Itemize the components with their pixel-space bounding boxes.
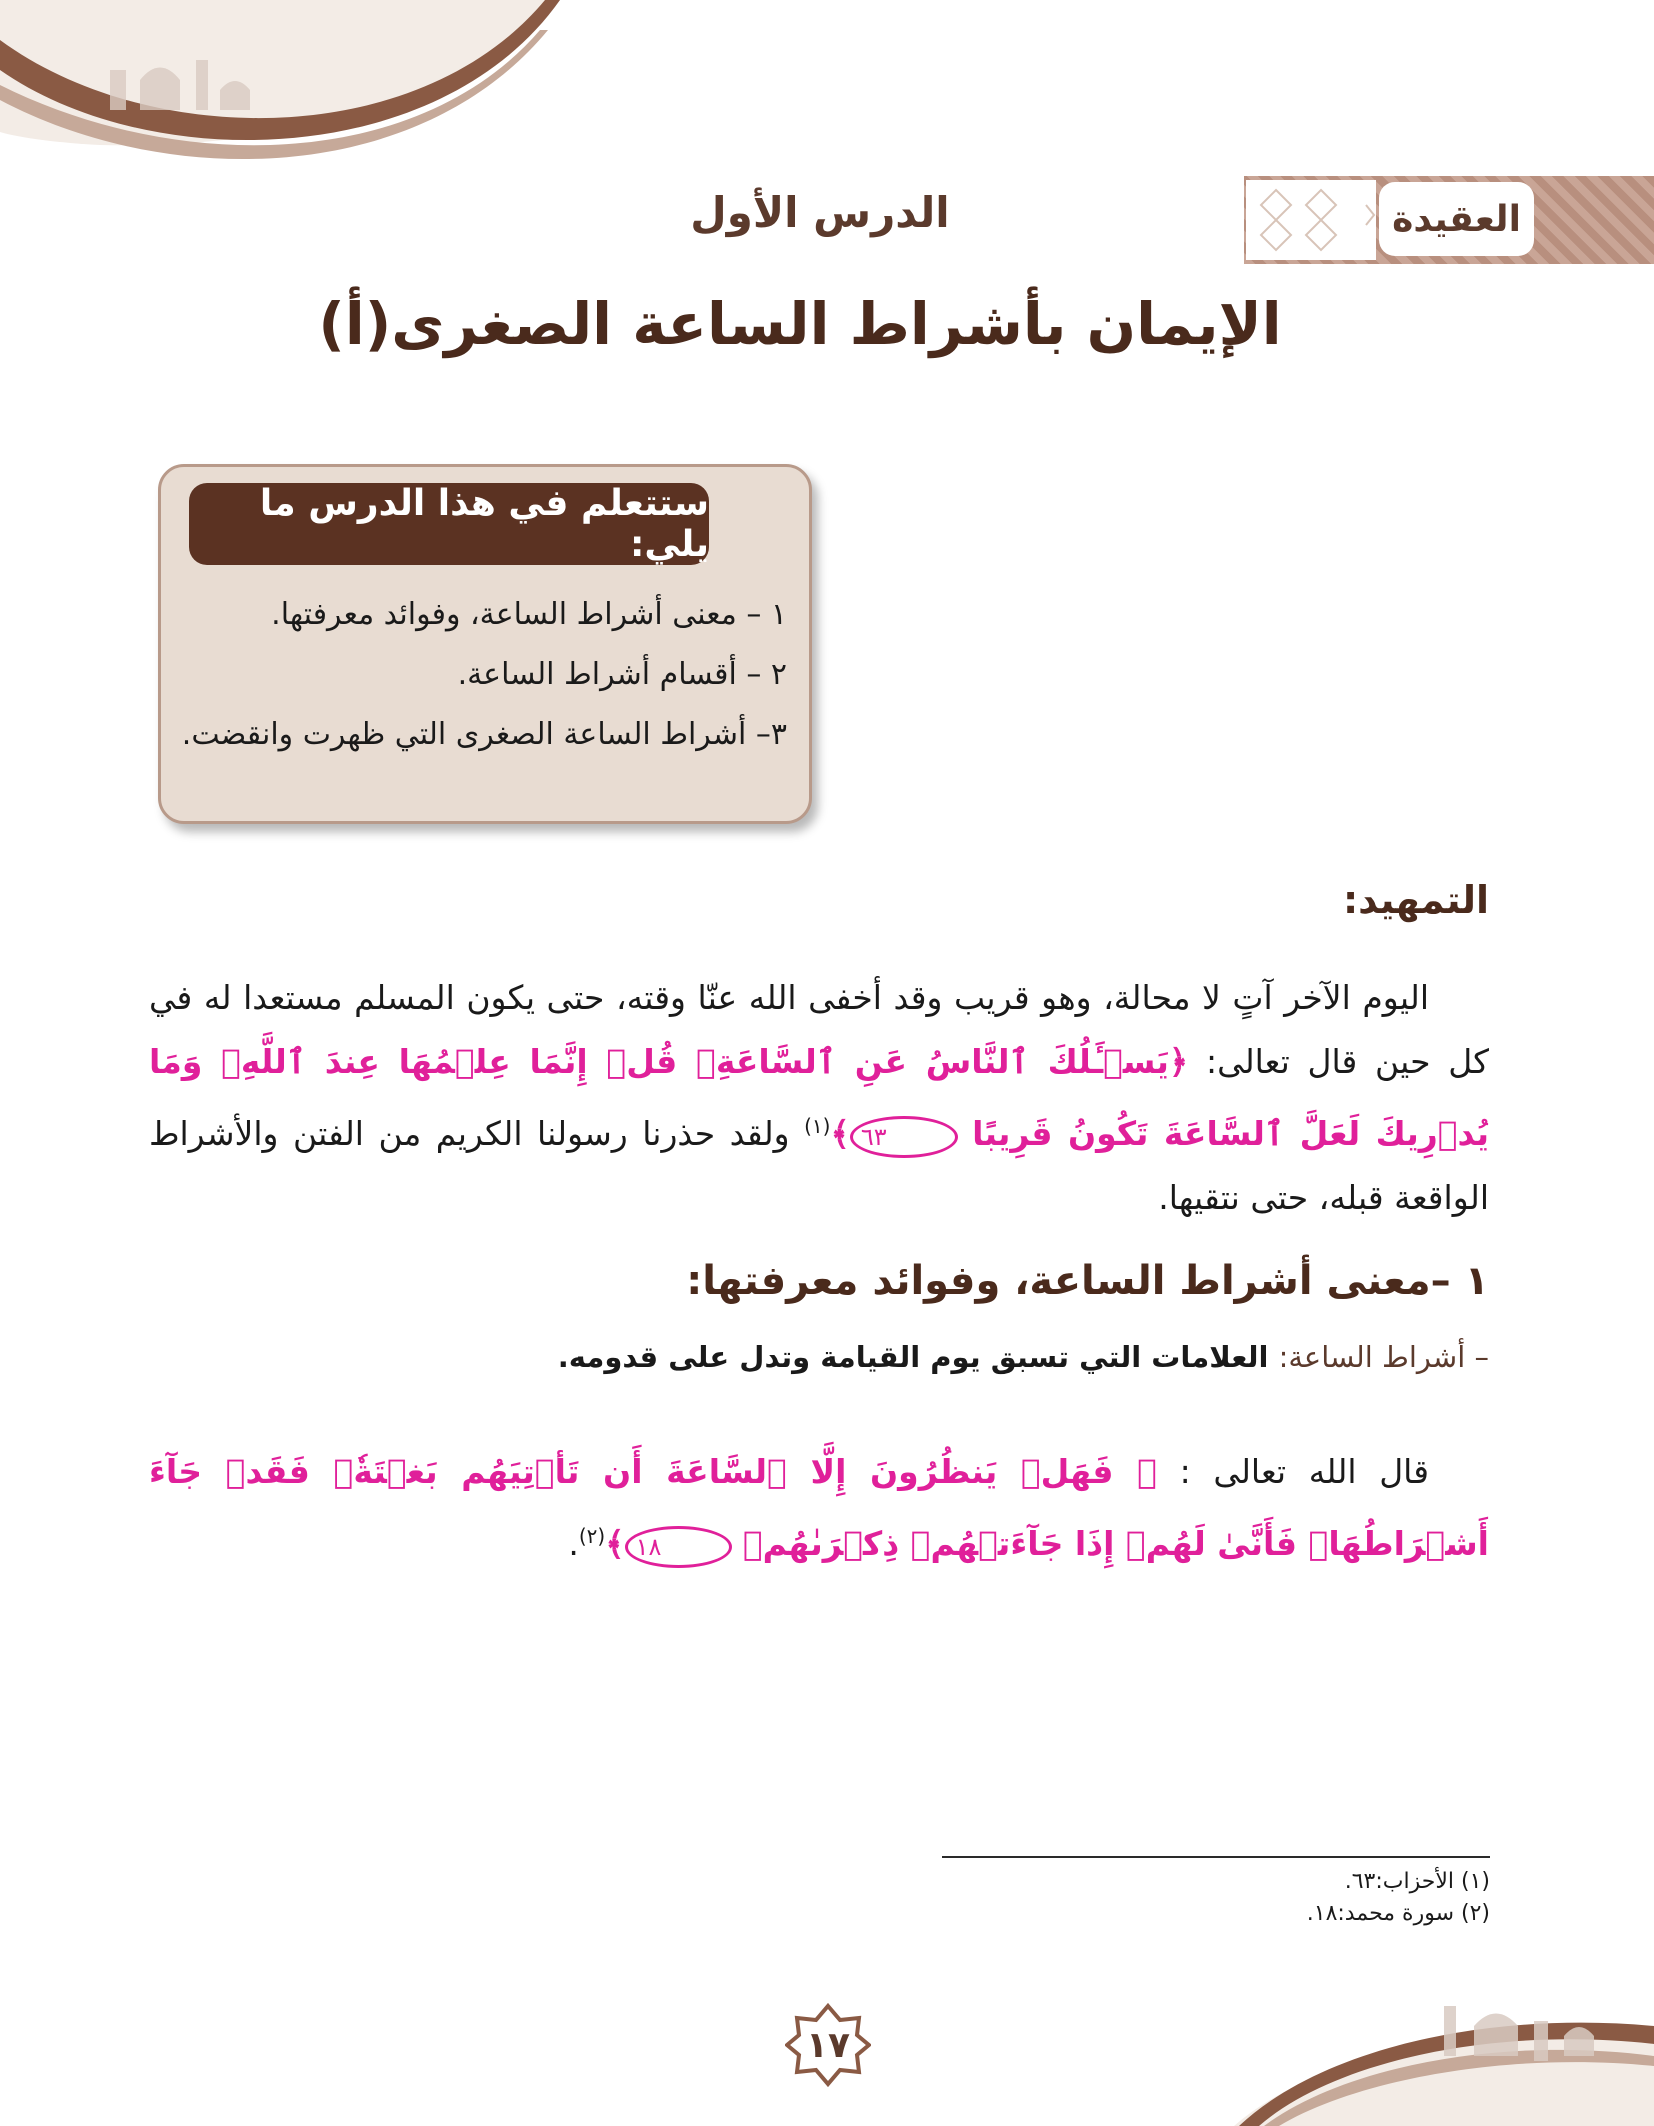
page-number: ١٧ — [806, 2024, 850, 2066]
definition-text: العلامات التي تسبق يوم القيامة وتدل على قدومه. — [557, 1340, 1269, 1374]
footnotes — [1307, 1866, 1490, 1930]
lesson-number: الدرس الأول — [690, 188, 950, 237]
objectives-box — [158, 464, 812, 824]
ornament-icon — [1246, 180, 1376, 260]
ayah-number: ١٨ — [625, 1526, 733, 1568]
top-left-ornament — [0, 0, 560, 160]
objectives-list — [177, 585, 787, 765]
definition-term: – أشراط الساعة: — [1278, 1340, 1489, 1374]
footnote-divider — [942, 1856, 1490, 1858]
section1-paragraph — [149, 1440, 1489, 1576]
objective-item: ٢ – أقسام أشراط الساعة. — [457, 657, 787, 692]
page-number-badge — [785, 2002, 871, 2088]
verse-close: ﴾ — [830, 1114, 850, 1153]
objective-item: ١ – معنى أشراط الساعة، وفوائد معرفتها. — [271, 597, 787, 632]
section1-heading: ١ –معنى أشراط الساعة، وفوائد معرفتها: — [686, 1258, 1489, 1304]
objectives-heading: ستتعلم في هذا الدرس ما يلي: — [189, 483, 709, 565]
bottom-right-ornament — [1234, 1996, 1654, 2126]
footnote-ref: (٢) — [578, 1524, 606, 1548]
footnote-ref: (١) — [804, 1114, 831, 1138]
footnote-item: (٢) سورة محمد:١٨. — [1306, 1901, 1490, 1926]
sentence-end: . — [568, 1524, 579, 1563]
quran-verse: ﴿ فَهَلۡ يَنظُرُونَ إِلَّا ٱلسَّاعَةَ أَن تَأۡتِيَهُم بَغۡتَةٗۖ فَقَدۡ جَآءَ أَشۡرَاطُهَاۚ فَأَنَّىٰ لَهُمۡ إِذَا جَآءَتۡهُمۡ ذِكۡرَىٰهُمۡ — [149, 1452, 1489, 1563]
intro-paragraph — [149, 966, 1489, 1230]
footnote-item: (١) الأحزاب:٦٣. — [1344, 1869, 1490, 1894]
intro-heading: التمهيد: — [1342, 878, 1489, 922]
intro-text-before: اليوم الآخر آتٍ لا محالة، وهو قريب وقد أخفى الله عنّا وقته، حتى يكون المسلم مستعدا له في كل حين قال تعالى: — [149, 978, 1489, 1081]
quran-verse: ﴿يَسۡـَٔلُكَ ٱلنَّاسُ عَنِ ٱلسَّاعَةِۖ قُلۡ إِنَّمَا عِلۡمُهَا عِندَ ٱللَّهِۚ وَمَا يُدۡرِيكَ لَعَلَّ ٱلسَّاعَةَ تَكُونُ قَرِيبًا — [149, 1042, 1489, 1153]
page-title: الإيمان بأشراط الساعة الصغرى(أ) — [318, 290, 1282, 358]
ayah-number: ٦٣ — [850, 1116, 958, 1158]
subject-tag — [1244, 176, 1654, 264]
definition-line — [558, 1340, 1489, 1374]
verse-close: ﴾ — [605, 1524, 625, 1563]
subject-label: العقيدة — [1379, 182, 1534, 256]
intro-text-after: ولقد حذرنا رسولنا الكريم من الفتن والأشراط الواقعة قبله، حتى نتقيها. — [149, 1114, 1489, 1217]
quote-intro: قال الله تعالى : — [1156, 1452, 1429, 1491]
objective-item: ٣– أشراط الساعة الصغرى التي ظهرت وانقضت. — [181, 717, 787, 752]
